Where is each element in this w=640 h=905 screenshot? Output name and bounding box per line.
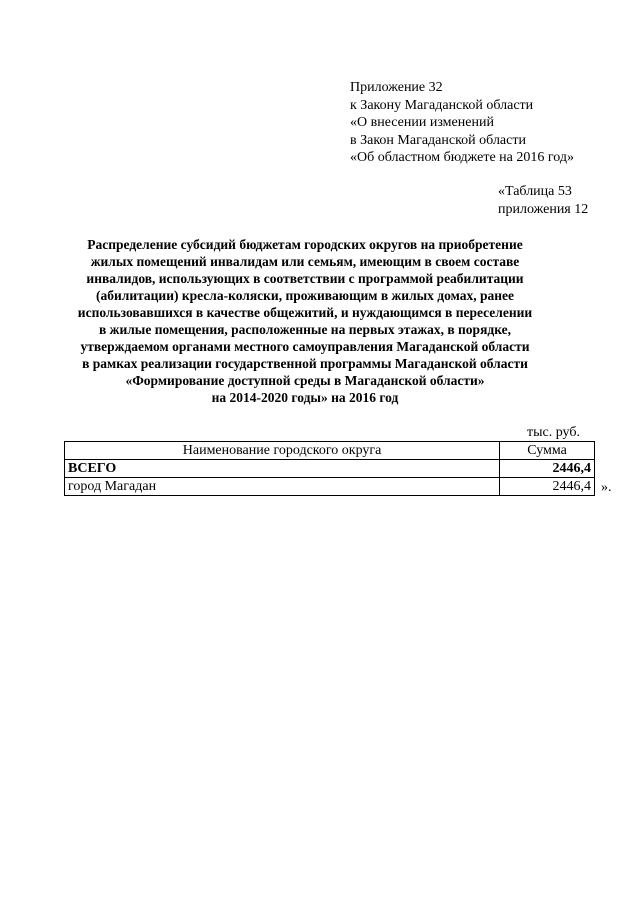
annex-line: в Закон Магаданской области (350, 132, 526, 148)
row-sum: 2446,4 (500, 460, 595, 478)
table-row (65, 478, 595, 496)
table-reference (498, 183, 588, 218)
row-name: город Магадан (65, 478, 500, 496)
annex-line: Приложение 32 (350, 80, 443, 95)
subsidy-table (64, 441, 595, 496)
header-sum: Сумма (500, 442, 595, 460)
row-sum: 2446,4 (500, 478, 595, 496)
annex-reference (350, 79, 574, 167)
document-title (40, 236, 570, 406)
title-line: на 2014-2020 годы» на 2016 год (211, 390, 399, 405)
title-line: инвалидов, использующих в соответствии с программой реабилитации (86, 271, 524, 286)
closing-quote-mark: ». (601, 480, 612, 495)
title-line: в жилые помещения, расположенные на первых этажах, в порядке, (98, 322, 512, 337)
table-header-row (65, 442, 595, 460)
annex-line: «Об областном бюджете на 2016 год» (350, 150, 574, 165)
table-ref-line: приложения 12 (498, 201, 589, 217)
title-line: (абилитации) кресла-коляски, проживающим в жилых домах, ранее (95, 288, 515, 303)
row-name: ВСЕГО (65, 460, 500, 478)
title-line: жилых помещений инвалидам или семьям, имеющим в своем составе (90, 254, 520, 269)
title-line: утверждаемом органами местного самоуправления Магаданской области (80, 339, 530, 354)
title-line: «Формирование доступной среды в Магаданской области» (125, 373, 485, 388)
annex-line: к Закону Магаданской области (350, 97, 534, 113)
title-line: Распределение субсидий бюджетам городских округов на приобретение (87, 237, 523, 252)
units-label: тыс. руб. (527, 425, 580, 440)
table-row-total (65, 460, 595, 478)
annex-line: «О внесении изменений (350, 115, 494, 130)
table-ref-line: «Таблица 53 (498, 184, 572, 199)
header-district-name: Наименование городского округа (65, 442, 500, 460)
title-line: в рамках реализации государственной программы Магаданской области (82, 356, 528, 371)
title-line: использовавшихся в качестве общежитий, и нуждающимся в переселении (77, 305, 533, 320)
